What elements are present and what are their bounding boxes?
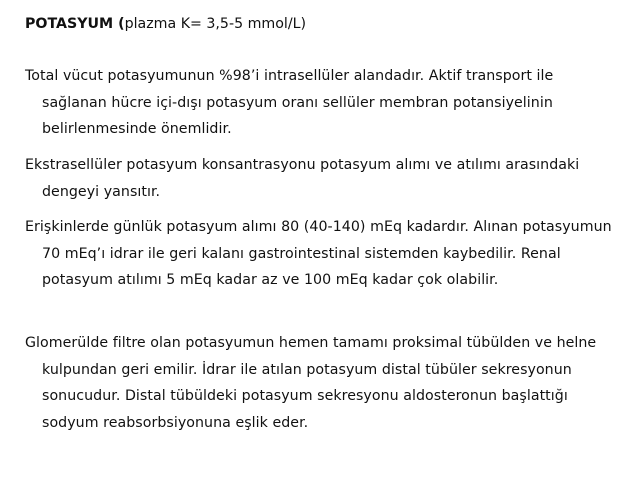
- paragraph-daily-intake: Erişkinlerde günlük potasyum alımı 80 (40-140) mEq kadardır. Alınan potasyumun 70 mEq’ı idrar ile geri kalanı gastrointestinal sistemden kaybedilir. Renal potasyum atılımı 5 mEq kadar az ve 100 mEq kadar çok olabilir.: [25, 219, 612, 288]
- paragraph-intracellular: Total vücut potasyumunun %98’i intrasellüler alandadır. Aktif transport ile sağlanan hücre içi-dışı potasyum oranı sellüler membran potansiyelinin belirlenmesinde önemlidir.: [25, 68, 554, 137]
- title-normal-part: plazma K= 3,5-5 mmol/L): [124, 16, 307, 32]
- title-bold-part: POTASYUM (: [25, 16, 125, 32]
- slide-title: [25, 14, 306, 34]
- paragraph-extracellular: Ekstrasellüler potasyum konsantrasyonu potasyum alımı ve atılımı arasındaki dengeyi yansıtır.: [25, 157, 580, 200]
- paragraph-glomerular: Glomerülde filtre olan potasyumun hemen tamamı proksimal tübülden ve helne kulpundan geri emilir. İdrar ile atılan potasyum distal tübüler sekresyonun sonucudur. Distal tübüldeki potasyum sekresyonu aldosteronun başlattığı sodyum reabsorbsiyonuna eşlik eder.: [25, 335, 597, 431]
